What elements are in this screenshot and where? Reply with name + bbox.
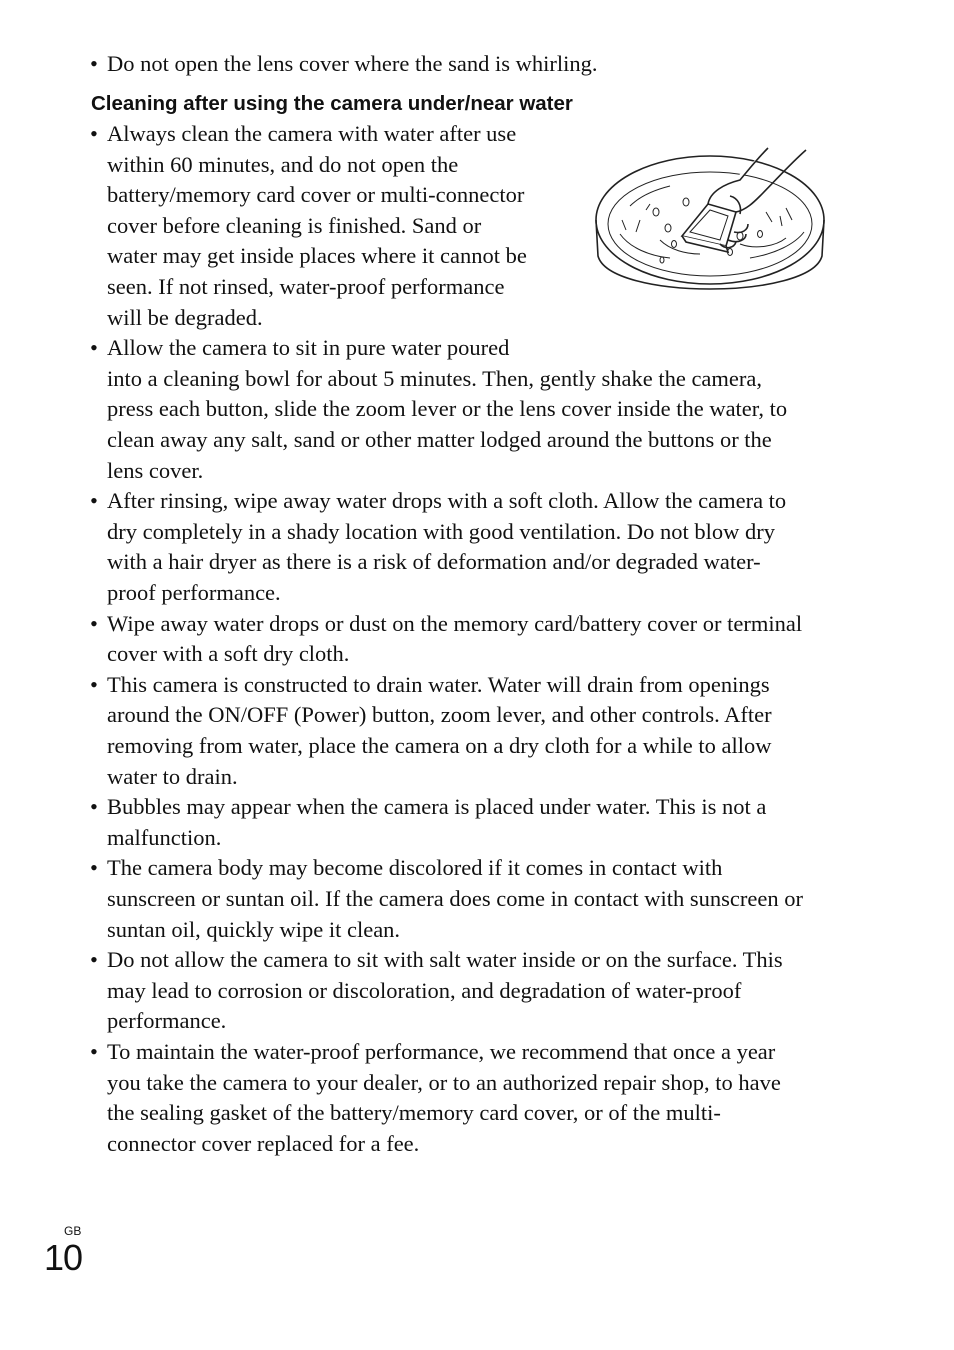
bullet-line: within 60 minutes, and do not open the bbox=[107, 151, 459, 177]
bullet-line: you take the camera to your dealer, or to an authorized repair shop, to have bbox=[107, 1069, 781, 1095]
bullet-line: Bubbles may appear when the camera is placed under water. This is not a bbox=[107, 794, 767, 820]
bullet-glyph: • bbox=[90, 121, 98, 146]
bullet-line: sunscreen or suntan oil. If the camera does come in contact with sunscreen or bbox=[107, 885, 804, 911]
bullet-line: may lead to corrosion or discoloration, and degradation of water-proof bbox=[107, 977, 742, 1003]
bullet-line: Wipe away water drops or dust on the memory card/battery cover or terminal bbox=[107, 610, 803, 636]
bullet-line: Allow the camera to sit in pure water poured bbox=[107, 335, 510, 361]
bullet-line: seen. If not rinsed, water-proof performance bbox=[107, 273, 505, 299]
bullet-line: removing from water, place the camera on a dry cloth for a while to allow bbox=[107, 732, 772, 758]
bullet-glyph: • bbox=[90, 1039, 98, 1064]
bullet-line: cover before cleaning is finished. Sand or bbox=[107, 212, 482, 238]
bullet-glyph: • bbox=[90, 610, 98, 636]
bullet-line: malfunction. bbox=[107, 824, 222, 850]
bullet-line: proof performance. bbox=[107, 579, 281, 605]
bullet-line: connector cover replaced for a fee. bbox=[107, 1130, 420, 1156]
section-heading: Cleaning after using the camera under/near water bbox=[91, 92, 573, 115]
bullet-line: cover with a soft dry cloth. bbox=[107, 641, 350, 667]
bullet-line: with a hair dryer as there is a risk of deformation and/or degraded water- bbox=[107, 549, 761, 575]
bullet-line: water may get inside places where it cannot be bbox=[107, 243, 527, 269]
bullet-glyph: • bbox=[90, 51, 98, 76]
bullet-line: battery/memory card cover or multi-connector bbox=[107, 182, 525, 208]
bullet-glyph: • bbox=[90, 671, 98, 697]
bullet-glyph: • bbox=[90, 335, 98, 361]
bullet-line: The camera body may become discolored if it comes in contact with bbox=[107, 855, 723, 881]
bullet-line: suntan oil, quickly wipe it clean. bbox=[107, 916, 401, 942]
bullet-line: will be degraded. bbox=[107, 304, 263, 330]
page-number: 10 bbox=[44, 1237, 83, 1278]
bullet-line: This camera is constructed to drain water. Water will drain from openings bbox=[107, 671, 770, 697]
bullet-line: into a cleaning bowl for about 5 minutes. Then, gently shake the camera, bbox=[107, 365, 763, 391]
bullet-line: Do not open the lens cover where the sand is whirling. bbox=[107, 51, 598, 76]
bullet-line: performance. bbox=[107, 1008, 227, 1034]
bullet-glyph: • bbox=[90, 488, 98, 514]
bullet-line: Do not allow the camera to sit with salt water inside or on the surface. This bbox=[107, 947, 783, 973]
washing-bowl-illustration bbox=[590, 140, 832, 322]
bullet-line: the sealing gasket of the battery/memory card cover, or of the multi- bbox=[107, 1100, 721, 1126]
bullet-line: around the ON/OFF (Power) button, zoom lever, and other controls. After bbox=[107, 702, 772, 728]
bullet-line: Always clean the camera with water after use bbox=[107, 121, 517, 146]
bullet-glyph: • bbox=[90, 947, 98, 973]
bullet-glyph: • bbox=[90, 794, 98, 820]
bullet-line: clean away any salt, sand or other matter lodged around the buttons or the bbox=[107, 426, 772, 452]
bullet-line: lens cover. bbox=[107, 457, 204, 483]
bullet-line: After rinsing, wipe away water drops with a soft cloth. Allow the camera to bbox=[107, 488, 787, 514]
bullet-line: water to drain. bbox=[107, 763, 238, 789]
bullet-line: dry completely in a shady location with good ventilation. Do not blow dry bbox=[107, 518, 776, 544]
bullet-line: To maintain the water-proof performance, we recommend that once a year bbox=[107, 1039, 776, 1064]
region-code: GB bbox=[64, 1224, 82, 1238]
bullet-glyph: • bbox=[90, 855, 98, 881]
bullet-line: press each button, slide the zoom lever or the lens cover inside the water, to bbox=[107, 396, 788, 422]
